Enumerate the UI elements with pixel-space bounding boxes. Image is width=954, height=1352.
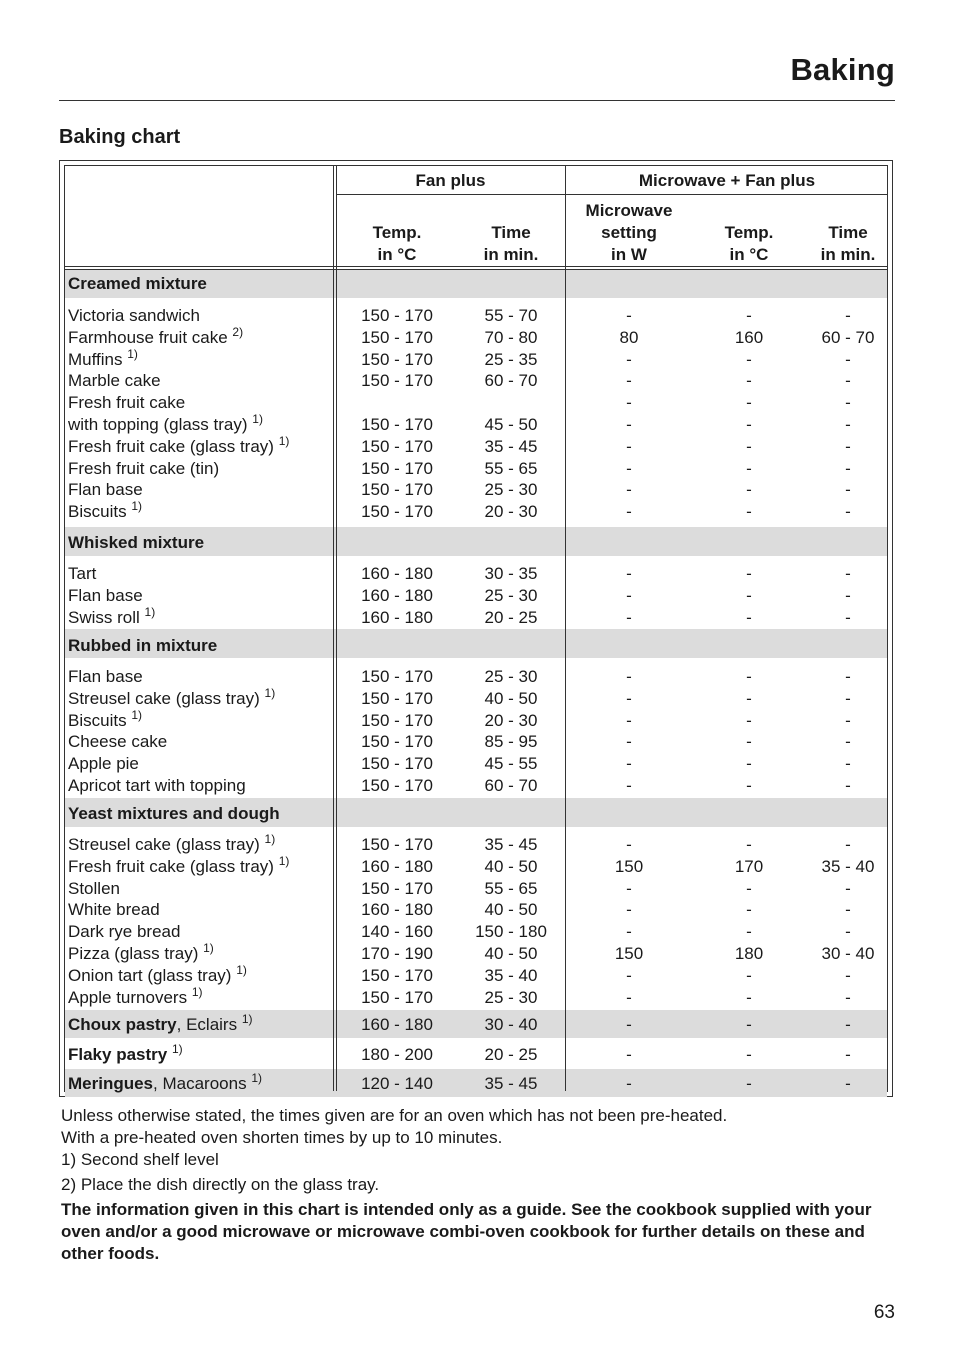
header-temp-fan bbox=[347, 222, 447, 266]
table-cell-mwtime: - bbox=[845, 900, 851, 920]
choux-mw: - bbox=[626, 1015, 632, 1034]
row-footnote-marker: 1) bbox=[264, 685, 276, 700]
row-footnote-marker: 1) bbox=[236, 962, 247, 977]
meringues-temp: 120 - 140 bbox=[361, 1074, 433, 1093]
table-row-name bbox=[68, 731, 167, 753]
row-footnote-marker: 1) bbox=[252, 412, 263, 426]
table-cell-mw: - bbox=[626, 878, 632, 898]
meringues-mwtemp: - bbox=[746, 1074, 752, 1093]
header-fan-plus: Fan plus bbox=[415, 171, 486, 190]
table-cell-mw: 80 bbox=[619, 327, 639, 347]
row-name-text: Streusel cake (glass tray) bbox=[68, 688, 260, 708]
table-cell-mwtime: - bbox=[845, 965, 851, 985]
row-name-text: Fresh fruit cake (glass tray) bbox=[68, 856, 274, 876]
table-cell-mwtemp: - bbox=[746, 480, 752, 500]
table-row-name bbox=[68, 392, 185, 414]
row-footnote-marker: 1) bbox=[191, 984, 203, 999]
table-cell-temp: 160 - 180 bbox=[361, 564, 433, 583]
table-cell-time: 35 - 40 bbox=[484, 965, 538, 985]
table-cell-mwtemp: - bbox=[746, 710, 752, 730]
table-cell-mw: - bbox=[626, 754, 632, 774]
row-name-text: Biscuits bbox=[68, 502, 127, 522]
table-row-name bbox=[68, 775, 246, 797]
table-cell-mwtime: - bbox=[845, 776, 851, 795]
header-rule-1 bbox=[336, 194, 887, 195]
row-footnote-marker: 1) bbox=[203, 941, 214, 955]
table-row-name bbox=[68, 707, 142, 732]
table-cell-mwtemp: - bbox=[746, 306, 752, 325]
category-yeast bbox=[68, 803, 280, 825]
table-row-name bbox=[68, 604, 156, 629]
table-row-name bbox=[68, 943, 214, 965]
table-cell-mwtemp: - bbox=[746, 502, 752, 522]
table-cell-temp: 150 - 170 bbox=[361, 732, 433, 752]
header-time-fan bbox=[461, 222, 561, 266]
table-cell-temp: 150 - 170 bbox=[361, 987, 433, 1007]
row-footnote-marker: 1) bbox=[278, 433, 290, 448]
table-row-name bbox=[68, 501, 142, 523]
table-cell-mwtemp: - bbox=[746, 415, 752, 434]
row-footnote-marker: 1) bbox=[144, 604, 156, 619]
header-rule-2b bbox=[65, 269, 887, 270]
table-cell-mw: - bbox=[626, 458, 632, 478]
table-cell-mw: - bbox=[626, 732, 632, 752]
table-cell-temp: 150 - 170 bbox=[361, 349, 433, 369]
table-cell-temp: 150 - 170 bbox=[361, 458, 433, 478]
header-mw-l1: Microwave bbox=[585, 201, 673, 220]
row-footnote-marker: 1) bbox=[264, 832, 276, 846]
table-cell-time: 25 - 30 bbox=[484, 987, 538, 1007]
table-cell-mwtemp: - bbox=[746, 732, 752, 752]
table-cell-time: 30 - 35 bbox=[484, 564, 538, 583]
choux-sup: 1) bbox=[241, 1012, 253, 1026]
row-name-text: Tart bbox=[68, 564, 97, 583]
row-name-text: Swiss roll bbox=[68, 607, 140, 627]
flaky-mw: - bbox=[626, 1045, 632, 1064]
note-line-1: Unless otherwise stated, the times given are for an oven which has not been pre-heated. bbox=[61, 1106, 728, 1125]
table-row-name bbox=[68, 834, 275, 856]
table-cell-mwtemp: - bbox=[746, 564, 752, 583]
row-name-text: Fresh fruit cake (tin) bbox=[68, 458, 220, 478]
table-cell-temp: 150 - 170 bbox=[361, 754, 433, 774]
choux-time: 30 - 40 bbox=[484, 1015, 538, 1034]
table-cell-mwtime: - bbox=[845, 710, 851, 730]
header-rule-2 bbox=[65, 266, 887, 267]
table-cell-mwtime: - bbox=[845, 306, 851, 325]
category-creamed-label: Creamed mixture bbox=[68, 274, 207, 293]
table-cell-temp: 160 - 180 bbox=[361, 585, 433, 605]
table-cell-mw: - bbox=[626, 776, 632, 795]
table-row-name bbox=[68, 962, 247, 987]
row-name-text: Victoria sandwich bbox=[68, 306, 200, 325]
row-name-text: Fresh fruit cake bbox=[68, 393, 186, 413]
header-mw-l3: in W bbox=[611, 245, 647, 264]
table-cell-mw: - bbox=[626, 987, 632, 1007]
table-cell-mwtemp: - bbox=[746, 585, 752, 605]
table-cell-mwtemp: - bbox=[746, 349, 752, 369]
table-cell-mwtime: - bbox=[845, 667, 851, 686]
row-name-text: Apricot tart with topping bbox=[68, 776, 246, 795]
row-name-text: Onion tart (glass tray) bbox=[68, 965, 232, 985]
table-cell-temp: 170 - 190 bbox=[361, 944, 433, 963]
table-cell-temp: 150 - 170 bbox=[361, 835, 433, 854]
table-cell-temp: 150 - 170 bbox=[361, 327, 433, 347]
table-cell-time: 20 - 25 bbox=[484, 607, 538, 627]
table-cell-mwtime: - bbox=[845, 607, 851, 627]
header-mw-l2: setting bbox=[601, 223, 657, 242]
choux-bold: Choux pastry bbox=[68, 1015, 177, 1034]
footnote-2: 2) Place the dish directly on the glass tray. bbox=[61, 1175, 380, 1194]
page-header-title: Baking bbox=[790, 52, 895, 87]
meringues-sup: 1) bbox=[251, 1071, 262, 1085]
table-cell-mwtemp: - bbox=[746, 371, 752, 391]
category-rubbed-label: Rubbed in mixture bbox=[68, 636, 218, 655]
table-row-name bbox=[68, 685, 276, 710]
table-cell-mw: - bbox=[626, 564, 632, 583]
row-name-text: Pizza (glass tray) bbox=[68, 944, 199, 963]
meringues-rest: , Macaroons bbox=[153, 1074, 247, 1093]
row-footnote-marker: 1) bbox=[131, 707, 142, 722]
table-cell-temp: 150 - 170 bbox=[361, 306, 433, 325]
table-cell-mwtime: - bbox=[845, 585, 851, 605]
header-temp-mw-l2: in °C bbox=[729, 245, 769, 264]
row-flaky bbox=[68, 1044, 183, 1066]
table-cell-mw: - bbox=[626, 900, 632, 920]
row-name-text: Streusel cake (glass tray) bbox=[68, 835, 260, 854]
table-cell-time: 40 - 50 bbox=[484, 944, 538, 963]
table-row-name bbox=[68, 585, 143, 607]
row-meringues bbox=[68, 1073, 262, 1095]
category-creamed bbox=[68, 273, 207, 295]
baking-chart-inner bbox=[64, 165, 888, 1092]
header-time-mw-l2: in min. bbox=[820, 245, 876, 264]
section-title: Baking chart bbox=[59, 126, 181, 148]
table-cell-mwtime: - bbox=[845, 754, 851, 774]
category-whisked-label: Whisked mixture bbox=[68, 533, 205, 552]
table-cell-mwtime: - bbox=[845, 480, 851, 500]
table-cell-temp: 150 - 170 bbox=[361, 965, 433, 985]
table-cell-time: 35 - 45 bbox=[484, 835, 538, 854]
table-cell-mwtime: 30 - 40 bbox=[821, 944, 875, 963]
table-row-name bbox=[68, 324, 244, 349]
page-number: 63 bbox=[873, 1302, 895, 1323]
table-cell-time: 70 - 80 bbox=[484, 327, 538, 347]
table-cell-mwtemp: - bbox=[746, 607, 752, 627]
table-cell-time: 85 - 95 bbox=[484, 732, 538, 752]
table-row-name bbox=[68, 563, 96, 585]
table-cell-time: 55 - 65 bbox=[484, 878, 538, 898]
table-cell-time: 55 - 70 bbox=[484, 306, 538, 325]
row-name-text: with topping (glass tray) bbox=[68, 415, 248, 434]
chart-notes bbox=[61, 1105, 891, 1265]
table-cell-mwtemp: - bbox=[746, 878, 752, 898]
table-cell-mw: - bbox=[626, 688, 632, 708]
table-cell-mwtemp: - bbox=[746, 987, 752, 1007]
table-cell-time: 45 - 50 bbox=[484, 415, 538, 434]
category-rubbed bbox=[68, 635, 217, 657]
table-cell-temp: 160 - 180 bbox=[361, 607, 433, 627]
table-row-name bbox=[68, 346, 138, 371]
table-cell-temp: 160 - 180 bbox=[361, 856, 433, 876]
table-cell-mwtemp: - bbox=[746, 667, 752, 686]
table-cell-time: 60 - 70 bbox=[484, 776, 538, 795]
table-cell-mw: - bbox=[626, 965, 632, 985]
table-cell-mwtime: - bbox=[845, 835, 851, 854]
header-time-fan-l2: in min. bbox=[483, 245, 539, 264]
table-cell-time: 40 - 50 bbox=[484, 900, 538, 920]
table-cell-temp: 150 - 170 bbox=[361, 502, 433, 522]
table-cell-mwtime: - bbox=[845, 732, 851, 752]
table-cell-mwtime: - bbox=[845, 987, 851, 1007]
table-cell-time: 25 - 30 bbox=[484, 480, 538, 500]
col-divider-1b bbox=[336, 166, 337, 1091]
header-microwave-fan-plus: Microwave + Fan plus bbox=[638, 171, 816, 190]
flaky-bold: Flaky pastry bbox=[68, 1045, 168, 1064]
choux-rest: , Eclairs bbox=[176, 1015, 238, 1034]
row-name-text: White bread bbox=[68, 900, 160, 920]
row-choux bbox=[68, 1014, 253, 1036]
table-cell-temp: 160 - 180 bbox=[361, 900, 433, 920]
table-cell-mwtemp: - bbox=[746, 458, 752, 478]
row-name-text: Flan base bbox=[68, 585, 143, 605]
table-cell-mwtemp: 170 bbox=[734, 856, 764, 876]
header-microwave-setting bbox=[569, 200, 689, 266]
table-cell-time: 45 - 55 bbox=[484, 754, 538, 774]
header-time-mw bbox=[798, 222, 898, 266]
table-cell-mwtime: - bbox=[845, 458, 851, 478]
table-cell-mwtime: 60 - 70 bbox=[821, 327, 875, 347]
choux-temp: 160 - 180 bbox=[361, 1015, 433, 1034]
table-cell-temp: 150 - 170 bbox=[361, 688, 433, 708]
row-name-text: Marble cake bbox=[68, 371, 161, 391]
table-cell-time: 25 - 35 bbox=[484, 349, 538, 369]
table-cell-mwtemp: - bbox=[746, 393, 752, 413]
note-disclaimer: The information given in this chart is intended only as a guide. See the cookbook supplied with your oven and/or a good microwave or microwave combi-oven cookbook for further details on these and other foods. bbox=[61, 1200, 872, 1263]
table-row-name bbox=[68, 433, 290, 458]
table-row-name bbox=[68, 753, 139, 775]
table-cell-mw: - bbox=[626, 436, 632, 456]
table-cell-temp: 150 - 170 bbox=[361, 710, 433, 730]
meringues-bold: Meringues bbox=[68, 1074, 154, 1093]
table-cell-mwtime: - bbox=[845, 502, 851, 522]
table-cell-temp: 150 - 170 bbox=[361, 878, 433, 898]
table-cell-time: 150 - 180 bbox=[475, 922, 547, 942]
table-cell-mwtime: - bbox=[845, 415, 851, 434]
meringues-mw: - bbox=[626, 1074, 632, 1093]
category-yeast-label: Yeast mixtures and dough bbox=[68, 804, 280, 823]
table-row-name bbox=[68, 878, 120, 900]
table-row-name bbox=[68, 414, 263, 436]
row-name-text: Flan base bbox=[68, 480, 143, 500]
header-temp-fan-l2: in °C bbox=[377, 245, 417, 264]
table-cell-time: 40 - 50 bbox=[484, 856, 538, 876]
row-name-text: Apple turnovers bbox=[68, 987, 188, 1007]
table-cell-mw: - bbox=[626, 835, 632, 854]
table-row-name bbox=[68, 479, 143, 501]
table-cell-mwtime: - bbox=[845, 349, 851, 369]
row-footnote-marker: 1) bbox=[278, 853, 290, 868]
header-temp-mw bbox=[699, 222, 799, 266]
row-name-text: Biscuits bbox=[68, 710, 127, 730]
table-cell-mw: - bbox=[626, 349, 632, 369]
table-cell-time: 20 - 30 bbox=[484, 710, 538, 730]
table-cell-mw: - bbox=[626, 371, 632, 391]
flaky-mwtime: - bbox=[845, 1045, 851, 1064]
col-divider-1 bbox=[333, 166, 334, 1091]
note-line-2: With a pre-heated oven shorten times by up to 10 minutes. bbox=[61, 1128, 503, 1147]
table-cell-mwtemp: - bbox=[746, 965, 752, 985]
row-footnote-marker: 1) bbox=[127, 346, 138, 361]
flaky-temp: 180 - 200 bbox=[361, 1045, 433, 1064]
row-name-text: Dark rye bread bbox=[68, 922, 181, 942]
table-cell-temp: 150 - 170 bbox=[361, 371, 433, 391]
table-cell-mwtemp: - bbox=[746, 835, 752, 854]
row-name-text: Farmhouse fruit cake bbox=[68, 327, 228, 347]
table-cell-mwtemp: - bbox=[746, 436, 752, 456]
flaky-sup: 1) bbox=[171, 1042, 183, 1056]
table-cell-time: 40 - 50 bbox=[484, 688, 538, 708]
row-footnote-marker: 1) bbox=[131, 499, 142, 514]
row-name-text: Cheese cake bbox=[68, 732, 168, 752]
row-name-text: Flan base bbox=[68, 667, 143, 686]
table-cell-mwtemp: 180 bbox=[734, 944, 764, 963]
table-cell-time: 55 - 65 bbox=[484, 458, 538, 478]
table-cell-time: 60 - 70 bbox=[484, 371, 538, 391]
table-row-name bbox=[68, 853, 290, 878]
header-temp-mw-l1: Temp. bbox=[724, 223, 774, 242]
header-temp-fan-l1: Temp. bbox=[372, 223, 422, 242]
table-cell-mwtemp: - bbox=[746, 688, 752, 708]
table-cell-mw: - bbox=[626, 306, 632, 325]
table-cell-mw: - bbox=[626, 922, 632, 942]
category-whisked bbox=[68, 532, 204, 554]
table-cell-mwtemp: - bbox=[746, 922, 752, 942]
table-row-name bbox=[68, 899, 160, 921]
table-cell-mw: - bbox=[626, 607, 632, 627]
table-cell-time: 35 - 45 bbox=[484, 436, 538, 456]
table-row-name bbox=[68, 370, 161, 392]
table-cell-temp: 150 - 170 bbox=[361, 776, 433, 795]
table-cell-mwtime: - bbox=[845, 393, 851, 413]
footnote-1: 1) Second shelf level bbox=[61, 1150, 219, 1169]
table-cell-temp: 140 - 160 bbox=[361, 922, 433, 942]
table-row-name bbox=[68, 305, 200, 327]
header-time-mw-l1: Time bbox=[828, 223, 868, 242]
table-cell-mwtemp: - bbox=[746, 900, 752, 920]
table-cell-mw: - bbox=[626, 480, 632, 500]
table-cell-mwtime: - bbox=[845, 922, 851, 942]
table-cell-mwtemp: - bbox=[746, 776, 752, 795]
table-cell-time: 20 - 30 bbox=[484, 502, 538, 522]
table-cell-mw: 150 bbox=[614, 944, 644, 963]
table-cell-mw: 150 bbox=[614, 856, 644, 876]
choux-mwtime: - bbox=[845, 1015, 851, 1034]
table-cell-temp: 150 - 170 bbox=[361, 415, 433, 434]
table-cell-mwtemp: 160 bbox=[734, 327, 764, 347]
table-cell-temp: 150 - 170 bbox=[361, 667, 433, 686]
table-cell-mwtime: - bbox=[845, 878, 851, 898]
header-time-fan-l1: Time bbox=[491, 223, 531, 242]
flaky-mwtemp: - bbox=[746, 1045, 752, 1064]
table-row-name bbox=[68, 666, 143, 688]
table-cell-mwtime: 35 - 40 bbox=[821, 856, 875, 876]
table-cell-mwtemp: - bbox=[746, 754, 752, 774]
row-name-text: Muffins bbox=[68, 349, 123, 369]
meringues-mwtime: - bbox=[845, 1074, 851, 1093]
table-cell-mw: - bbox=[626, 667, 632, 686]
table-cell-temp: 150 - 170 bbox=[361, 436, 433, 456]
table-row-name bbox=[68, 984, 203, 1009]
table-cell-mwtime: - bbox=[845, 436, 851, 456]
table-row-name bbox=[68, 458, 219, 480]
row-footnote-marker: 2) bbox=[232, 324, 244, 339]
table-cell-mw: - bbox=[626, 415, 632, 434]
table-cell-mwtime: - bbox=[845, 371, 851, 391]
table-cell-time: 25 - 30 bbox=[484, 667, 538, 686]
table-cell-mw: - bbox=[626, 502, 632, 522]
table-cell-temp: 150 - 170 bbox=[361, 480, 433, 500]
table-cell-mw: - bbox=[626, 710, 632, 730]
row-name-text: Stollen bbox=[68, 878, 120, 898]
header-divider bbox=[59, 100, 895, 101]
row-name-text: Apple pie bbox=[68, 754, 139, 774]
flaky-time: 20 - 25 bbox=[484, 1045, 538, 1064]
meringues-time: 35 - 45 bbox=[484, 1074, 538, 1093]
table-cell-time: 25 - 30 bbox=[484, 585, 538, 605]
col-divider-2 bbox=[565, 166, 566, 1091]
table-cell-mw: - bbox=[626, 585, 632, 605]
table-cell-mw: - bbox=[626, 393, 632, 413]
baking-chart-table bbox=[59, 160, 893, 1097]
table-row-name bbox=[68, 921, 180, 943]
table-cell-mwtime: - bbox=[845, 688, 851, 708]
row-name-text: Fresh fruit cake (glass tray) bbox=[68, 436, 274, 456]
table-cell-mwtime: - bbox=[845, 564, 851, 583]
choux-mwtemp: - bbox=[746, 1015, 752, 1034]
